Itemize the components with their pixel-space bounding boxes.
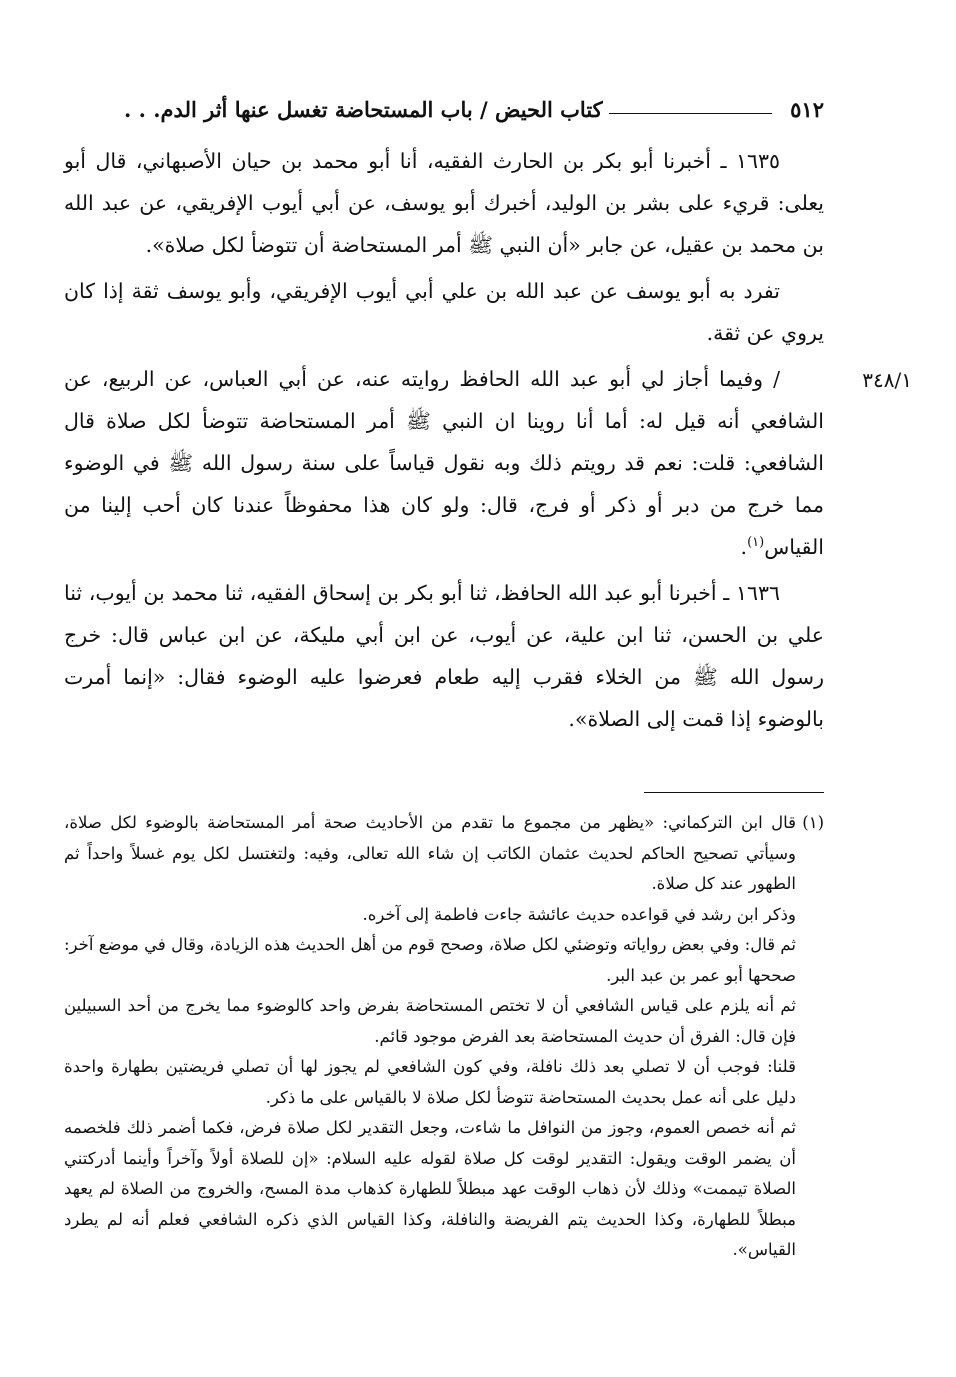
footnote-text: قال ابن التركماني: «يظهر من مجموع ما تقدم من الأحاديث صحة أمر المستحاضة بالوضوء لكل صلاة، وسيأتي تصحيح الحاكم لحديث عثمان الكاتب إن شاء الله تعالى، وفيه: ولتغتسل لكل يوم غسلاً واحداً ثم الطهور عند كل صلاة. bbox=[64, 813, 796, 893]
footnote-entry bbox=[64, 808, 824, 900]
footnote-separator bbox=[644, 792, 824, 793]
hadith-1635: ١٦٣٥ ـ أخبرنا أبو بكر بن الحارث الفقيه، أنا أبو محمد بن حيان الأصبهاني، قال أبو يعلى: قريء على بشر بن الوليد، أخبرك أبو يوسف، عن أبي أيوب الإفريقي، عن عبد الله بن محمد بن عقيل، عن جابر «أن النبي ﷺ أمر المستحاضة أن تتوضأ لكل صلاة». bbox=[64, 149, 824, 257]
hadith-1636: ١٦٣٦ ـ أخبرنا أبو عبد الله الحافظ، ثنا أبو بكر بن إسحاق الفقيه، ثنا محمد بن أيوب، ثنا علي بن الحسن، ثنا ابن علية، عن أيوب، عن ابن أبي مليكة، عن ابن عباس قال: خرج رسول الله ﷺ من الخلاء فقرب إليه طعام فعرضوا عليه الوضوء فقال: «إنما أمرت بالوضوء إذا قمت إلى الصلاة». bbox=[64, 581, 824, 731]
page-number: ٥١٢ bbox=[790, 97, 824, 122]
commentary-paragraph: تفرد به أبو يوسف عن عبد الله بن علي أبي أيوب الإفريقي، وأبو يوسف ثقة إذا كان يروي عن ثقة. bbox=[64, 279, 824, 345]
running-header bbox=[124, 88, 824, 122]
footnote-entry bbox=[64, 1052, 824, 1113]
footnote-entry bbox=[64, 1113, 824, 1266]
footnote-text: ثم أنه يلزم على قياس الشافعي أن لا تختص المستحاضة بفرض واحد كالوضوء مما يخرج من أحد السبيلين فإن قال: الفرق أن حديث المستحاضة بعد الفرض موجود قائم. bbox=[64, 996, 796, 1046]
footnote-text: وذكر ابن رشد في قواعده حديث عائشة جاءت فاطمة إلى آخره. bbox=[362, 904, 796, 924]
header-rule bbox=[609, 113, 773, 114]
paragraph-end-period: . bbox=[740, 535, 748, 559]
footnote-entry bbox=[64, 930, 824, 991]
main-text bbox=[64, 140, 824, 744]
margin-volume-page-note: ٣٤٨/١ bbox=[862, 368, 912, 392]
footnote-text: ثم أنه خصص العموم، وجوز من النوافل ما شاءت، وجعل التقدير لكل صلاة فرض، فكما أضمر ذلك فلخصمه أن يضمر الوقت ويقول: التقدير لوقت كل صلاة لقوله عليه السلام: «إن للصلاة أولاً وآخراً وأينما أدركتني الصلاة تيممت» وذلك لأن ذهاب الوقت عهد مبطلاً للطهارة كذهاب مدة المسح، والخروج من الصلاة لم يعهد مبطلاً للطهارة، وكذا الحديث يتم الفريضة والنافلة، وكذا القياس الذي ذكره الشافعي فعلم أنه لم يطرد القياس». bbox=[64, 1118, 796, 1259]
footnote-text: ثم قال: وفي بعض رواياته وتوضئي لكل صلاة، وصحح قوم من أهل الحديث هذه الزيادة، وقال في موضع آخر: صححها أبو عمر بن عبد البر. bbox=[64, 935, 796, 985]
shafii-paragraph-text: / وفيما أجاز لي أبو عبد الله الحافظ روايته عنه، عن أبي العباس، عن الربيع، عن الشافعي أنه قيل له: أما أنا روينا ان النبي ﷺ أمر المستحاضة تتوضأ لكل صلاة قال الشافعي: قلت: نعم قد رويتم ذلك وبه نقول قياساً على سنة رسول الله ﷺ في الوضوء مما خرج من دبر أو ذكر أو فرج، قال: ولو كان هذا محفوظاً عندنا كان أحب إلينا من القياس bbox=[64, 367, 824, 559]
shafii-paragraph bbox=[64, 358, 824, 568]
footnote-entry bbox=[64, 900, 824, 931]
footnote-text: قلنا: فوجب أن لا تصلي بعد ذلك نافلة، وفي كون الشافعي لم يجوز لها أن تصلي فريضتين بطهارة واحدة دليل على أنه عمل بحديث المستحاضة تتوضأ لكل صلاة لا بالقياس على ما ذكر. bbox=[64, 1057, 796, 1107]
chapter-title: كتاب الحيض / باب المستحاضة تغسل عنها أثر الدم. . . bbox=[124, 97, 603, 122]
footnote-entry bbox=[64, 991, 824, 1052]
footnote-reference[interactable]: (١) bbox=[747, 535, 765, 551]
footnotes bbox=[64, 808, 824, 1266]
footnote-mark: (١) bbox=[802, 813, 824, 832]
